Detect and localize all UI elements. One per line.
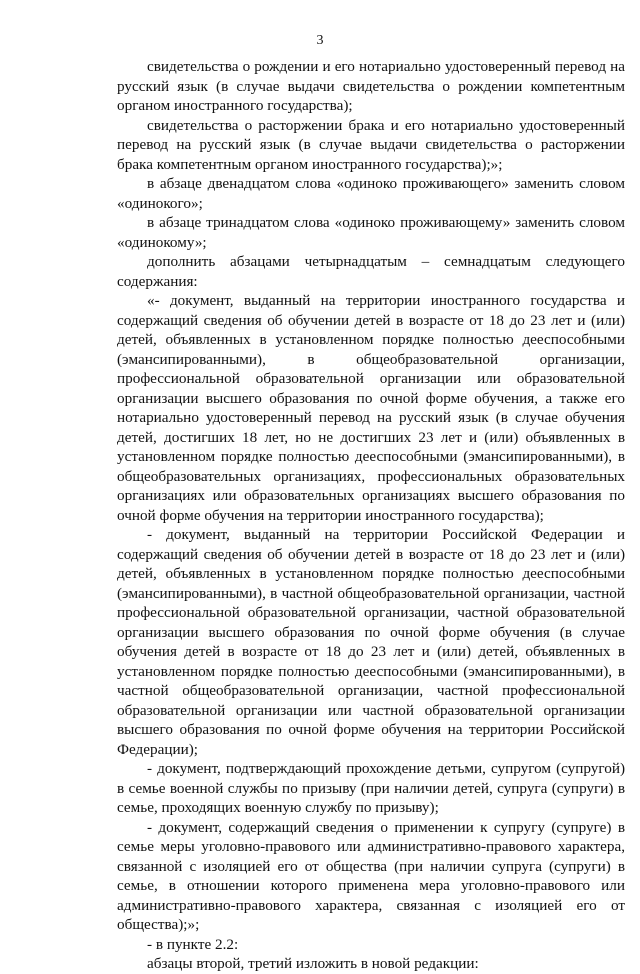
paragraph-9: - документ, содержащий сведения о применении к супругу (супруге) в семье меры уголовно-правового или административно-правового характера, связанной с изоляцией его от общества (при наличии супруга (супруги) в семье, в отношении которого применена мера уголовно-правового или административно-правового характера, связанная с изоляцией его от общества);»; xyxy=(117,818,625,933)
paragraph-8: - документ, подтверждающий прохождение детьми, супругом (супругой) в семье военной службы по призыву (при наличии детей, супруга (супруги) в семье, проходящих военную службу по призыву); xyxy=(117,760,625,816)
paragraph-1: свидетельства о рождении и его нотариально удостоверенный перевод на русский язык (в случае выдачи свидетельства о рождении компетентным органом иностранного государства); xyxy=(117,58,625,114)
document-body xyxy=(117,57,625,974)
paragraph-4: в абзаце тринадцатом слова «одиноко проживающему» заменить словом «одинокому»; xyxy=(117,214,625,251)
paragraph-10: - в пункте 2.2: xyxy=(147,935,239,953)
page-number: 3 xyxy=(316,33,324,48)
paragraph-7: - документ, выданный на территории Российской Федерации и содержащий сведения об обучении детей в возрасте от 18 до 23 лет и (или) детей, объявленных в установленном порядке полностью дееспособными (эмансипированными), в частной общеобразовательной организации, частной профессиональной образовательной организации, частной образовательной организации высшего образования по очной форме обучения (в случае обучения детей в возрасте от 18 до 23 лет и (или) детей, объявленных в установленном порядке полностью дееспособными (эмансипированными), в частной общеобразовательной организации, частной профессиональной образовательной организации или частной образовательной организации высшего образования по очной форме обучения на территории Российской Федерации); xyxy=(117,526,625,758)
paragraph-11: абзацы второй, третий изложить в новой редакции: xyxy=(147,955,479,972)
paragraph-2: свидетельства о расторжении брака и его нотариально удостоверенный перевод на русский язык (в случае выдачи свидетельства о расторжении брака компетентным органом иностранного государства);»; xyxy=(117,116,625,173)
paragraph-5: дополнить абзацами четырнадцатым – семнадцатым следующего содержания: xyxy=(117,253,625,290)
paragraph-6: «- документ, выданный на территории иностранного государства и содержащий сведения об обучении детей в возрасте от 18 до 23 лет и (или) детей, объявленных в установленном порядке полностью дееспособными (эмансипированными), в общеобразовательной организации, профессиональной образовательной организации или образовательной организации высшего образования по очной форме обучения, а также его нотариально удостоверенный перевод на русский язык (в случае обучения детей, достигших 18 лет, но не достигших 23 лет и (или) объявленных в установленном порядке полностью дееспособными (эмансипированными), в общеобразовательных организациях, профессиональных образовательных организациях или образовательных организациях высшего образования по очной форме обучения на территории иностранного государства); xyxy=(117,292,625,524)
paragraph-3: в абзаце двенадцатом слова «одиноко проживающего» заменить словом «одинокого»; xyxy=(117,175,625,212)
